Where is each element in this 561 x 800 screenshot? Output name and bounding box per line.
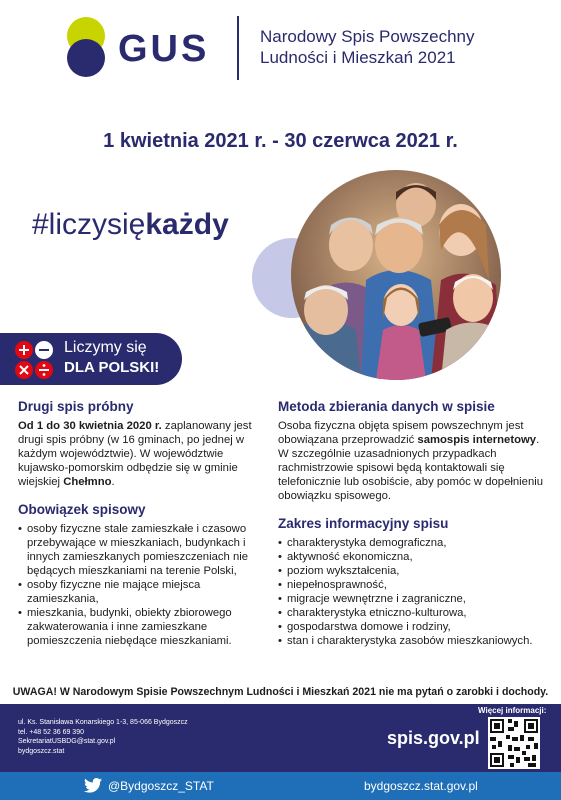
list-item: • migracje wewnętrzne i zagraniczne, [278,592,548,606]
family-photo [291,170,501,380]
spis-website-link[interactable]: spis.gov.pl [387,728,480,748]
right-column [278,400,548,648]
header-divider [237,16,239,80]
spis-probny-text: Od 1 do 30 kwietnia 2020 r. zaplanowany jest drugi spis próbny (w 16 gminach, po jednej w każdym województwie). W województwie kujawsko-pomorskim odbędzie się w gminie wiejskiej Chełmno. [18,420,252,488]
email-link[interactable]: SekretariatUSBDG@stat.gov.pl [18,738,116,745]
more-info-label: Więcej informacji: [478,706,547,715]
section-title-zakres: Zakres informacyjny spisu [278,516,449,531]
metoda-text: Osoba fizyczna objęta spisem powszechnym jest obowiązana przeprowadzić samospis internetowy. [278,420,540,446]
bydgoszcz-website-link[interactable]: bydgoszcz.stat.gov.pl [364,779,478,793]
section-title-spis-probny: Drugi spis próbny [18,399,134,414]
list-item: • osoby fizyczne nie mające miejsca zamieszkania, [18,578,266,606]
list-item: • aktywność ekonomiczna, [278,550,548,564]
math-symbols-icon [14,340,54,380]
list-item: • niepełnosprawność, [278,578,548,592]
logo-text: GUS [118,28,210,70]
list-item: • charakterystyka demograficzna, [278,536,548,550]
section-title-metoda: Metoda zbierania danych w spisie [278,399,495,414]
hashtag: #liczysiękażdy [32,208,229,241]
list-item: • osoby fizyczne stale zamieszkałe i czasowo przebywające w mieszkaniach, budynkach i innych zamieszkanych pomieszczeniach nie będących mieszkaniami na terenie Polski, [18,522,266,578]
section-title-obowiazek: Obowiązek spisowy [18,502,146,517]
warning-note: UWAGA! W Narodowym Spisie Powszechnym Ludności i Mieszkań 2021 nie ma pytań o zarobki i dochody. [12,686,549,698]
twitter-handle-link[interactable]: @Bydgoszcz_STAT [108,779,214,793]
qr-code-icon[interactable] [488,717,540,769]
metoda-text-2: W szczególnie uzasadnionych przypadkach rachmistrzowie spisowi będą kontaktowali się telefonicznie lub osobiście, aby pomóc w dopełnieniu obowiązku spisowego. [278,448,544,502]
obowiazek-list [18,522,266,648]
list-item: • poziom wykształcenia, [278,564,548,578]
list-item: • gospodarstwa domowe i rodziny, [278,620,548,634]
census-dates: 1 kwietnia 2021 r. - 30 czerwca 2021 r. [103,130,458,152]
header-title: Narodowy Spis Powszechny Ludności i Mieszkań 2021 [260,27,475,67]
list-item: • charakterystyka etniczno-kulturowa, [278,606,548,620]
list-item: • stan i charakterystyka zasobów mieszkaniowych. [278,634,548,648]
left-column [18,400,266,648]
banner-line2: DLA POLSKI! [64,359,160,376]
banner-line1: Liczymy się [64,339,147,356]
bydgoszcz-link[interactable]: bydgoszcz.stat [18,747,65,755]
zakres-list [278,536,548,648]
list-item: • mieszkania, budynki, obiekty zbiorowego zakwaterowania i inne zamieszkane pomieszczenia niebędące mieszkaniami. [18,606,266,648]
twitter-icon[interactable] [84,778,102,793]
footer-address: ul. Ks. Stanisława Konarskiego 1-3, 85-066 Bydgoszcz tel. +48 52 36 69 390 SekretariatUSBDG@stat.gov.pl bydgoszcz.stat [18,719,188,755]
